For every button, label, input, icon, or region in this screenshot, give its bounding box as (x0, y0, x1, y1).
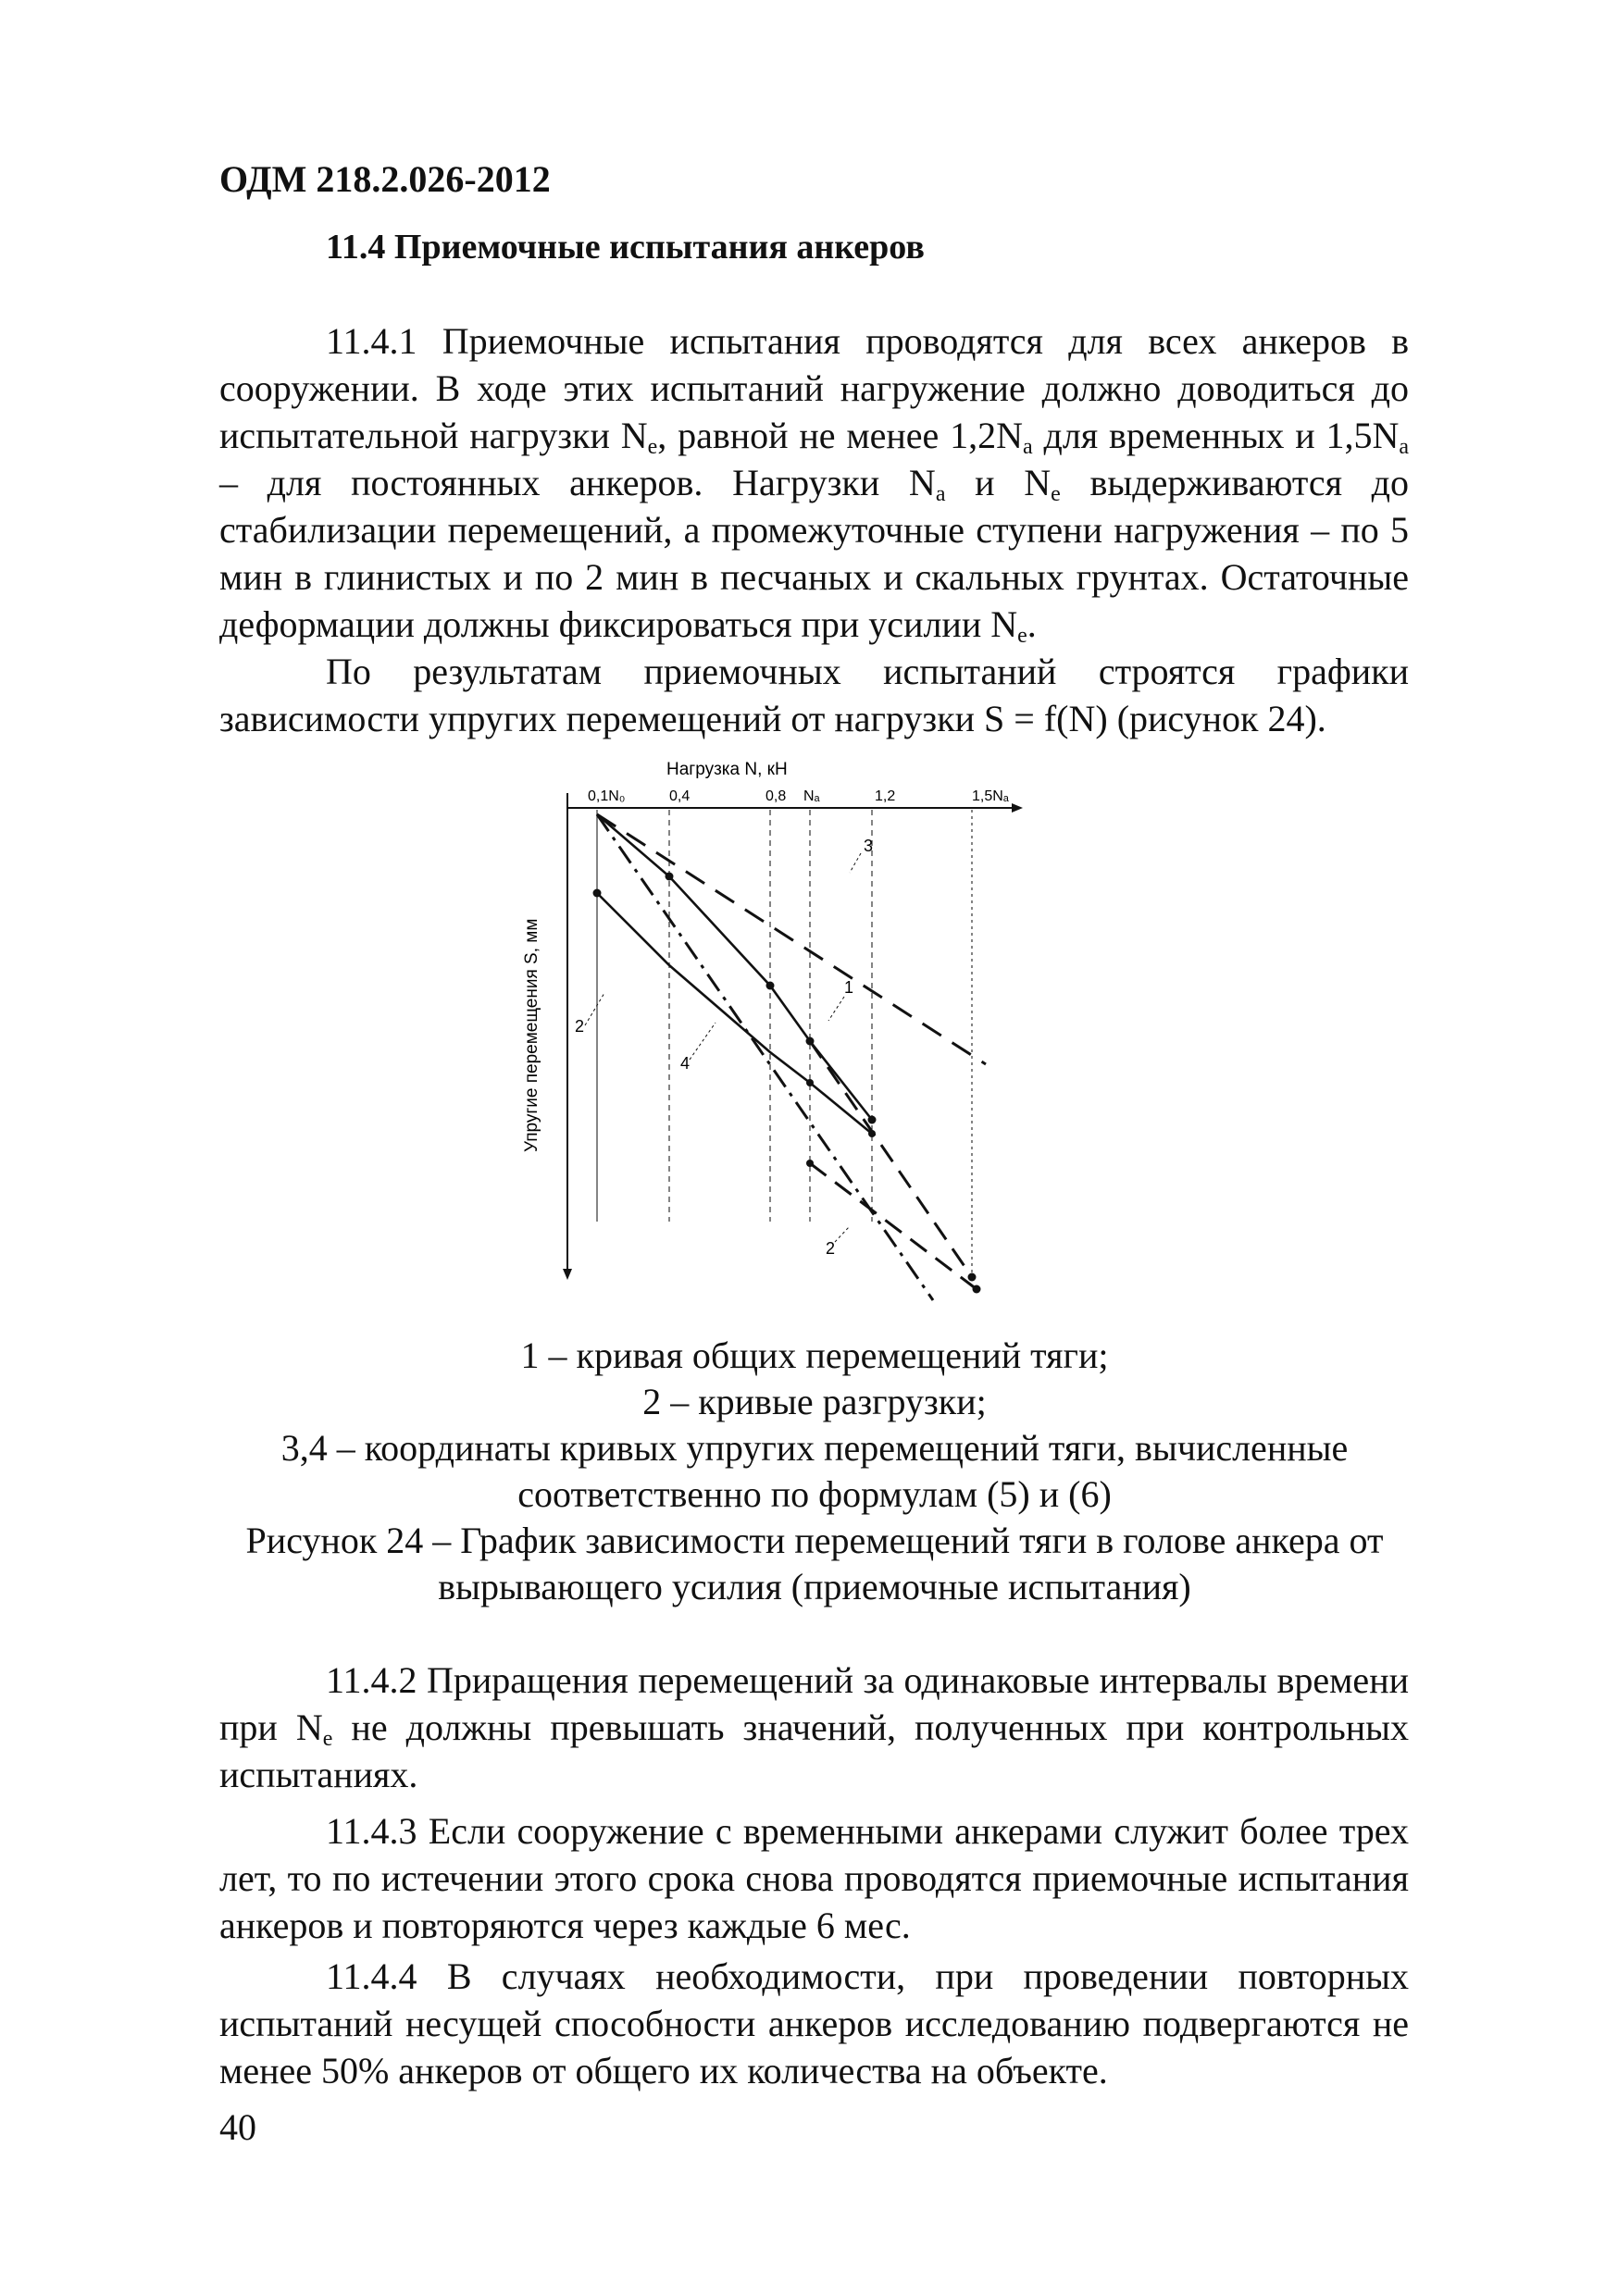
curve-label-1: 1 (844, 978, 854, 997)
legend-item-3-4: 3,4 – координаты кривых упругих перемещений тяги, вычисленные (280, 1427, 1349, 1469)
curve-2-point (806, 1160, 814, 1167)
figure-title: Рисунок 24 – График зависимости перемещений тяги в голове анкера от (245, 1520, 1384, 1561)
tick-label: 0,1N₀ (588, 788, 626, 804)
paragraph-11-4-3: 11.4.3 Если сооружение с временными анкерами служит более трех лет, то по истечении этого срока снова проводятся приемочные испытания анкеров и повторяются через каждые 6 мес. (219, 1810, 1409, 1946)
paragraph-11-4-2: 11.4.2 Приращения перемещений за одинаковые интервалы времени при $N_e$ не должны превышать значений, полученных при контрольных испытаниях. (219, 1659, 1410, 1795)
leader-line (828, 997, 844, 1021)
page-number: 40 (219, 2106, 256, 2148)
tick-label: 1,5Nₐ (972, 788, 1009, 804)
curve-2-unloading-lower (810, 1163, 977, 1289)
paragraph-11-4-1: 11.4.1 Приемочные испытания проводятся для всех анкеров в сооружении. В ходе этих испытаний нагружение должно доводиться до испытательной нагрузки $N_e$, равной не менее $1,2N_a$ для временных и $1,5N_a$ – для постоянных анкеров. Нагрузки $N_a$ и $N_e$ выдерживаются до стабилизации перемещений, а промежуточные ступени нагружения – по 5 мин в глинистых и по 2 мин в песчаных и скальных грунтах. Остаточные деформации должны фиксироваться при усилии $N_e$. (219, 320, 1410, 648)
leader-line (850, 853, 861, 873)
legend-item-3-4-cont: соответственно по формулам (5) и (6) (517, 1473, 1112, 1515)
tick-label: Nₐ (803, 788, 820, 804)
y-axis-arrow (563, 1269, 572, 1280)
curve-1 (597, 814, 872, 1120)
curve-3 (597, 814, 986, 1064)
curve-label-4: 4 (680, 1054, 691, 1073)
x-axis-title: Нагрузка N, кН (666, 760, 788, 779)
figure-caption (185, 1333, 1444, 1610)
curve-label-2: 2 (826, 1239, 836, 1258)
curve-label-2: 2 (575, 1017, 585, 1036)
legend-item-1: 1 – кривая общих перемещений тяги; (520, 1334, 1109, 1376)
figure-24-graph (504, 754, 1023, 1328)
paragraph-results: По результатам приемочных испытаний строятся графики зависимости упругих перемещений от нагрузки S = f(N) (рисунок 24). (219, 651, 1409, 739)
end-point (973, 1285, 981, 1294)
curve-2-point (806, 1079, 814, 1086)
curve-4 (597, 814, 933, 1300)
x-axis-arrow (1012, 803, 1023, 813)
tick-label: 1,2 (875, 788, 896, 804)
paragraph-11-4-4: 11.4.4 В случаях необходимости, при проведении повторных испытаний несущей способности анкеров исследованию подвергаются не менее 50% анкеров от общего их количества на объекте. (219, 1955, 1409, 2091)
section-heading: 11.4 Приемочные испытания анкеров (326, 228, 925, 267)
y-axis-title: Упругие перемещения S, мм (522, 918, 541, 1152)
figure-title-cont: вырывающего усилия (приемочные испытания) (438, 1566, 1191, 1607)
leader-line (585, 993, 604, 1025)
curve-2-point (593, 889, 602, 898)
curve-1-point (766, 982, 775, 990)
document-code: ОДМ 218.2.026-2012 (219, 158, 551, 200)
end-point (968, 1273, 977, 1282)
tick-label: 0,8 (765, 788, 787, 804)
leader-line (835, 1226, 850, 1242)
curve-1-point (868, 1116, 877, 1124)
curve-label-3: 3 (864, 837, 874, 855)
leader-line (690, 1023, 716, 1060)
curve-1-point (666, 873, 674, 881)
tick-label: 0,4 (669, 788, 691, 804)
legend-item-2: 2 – кривые разгрузки; (642, 1381, 987, 1422)
